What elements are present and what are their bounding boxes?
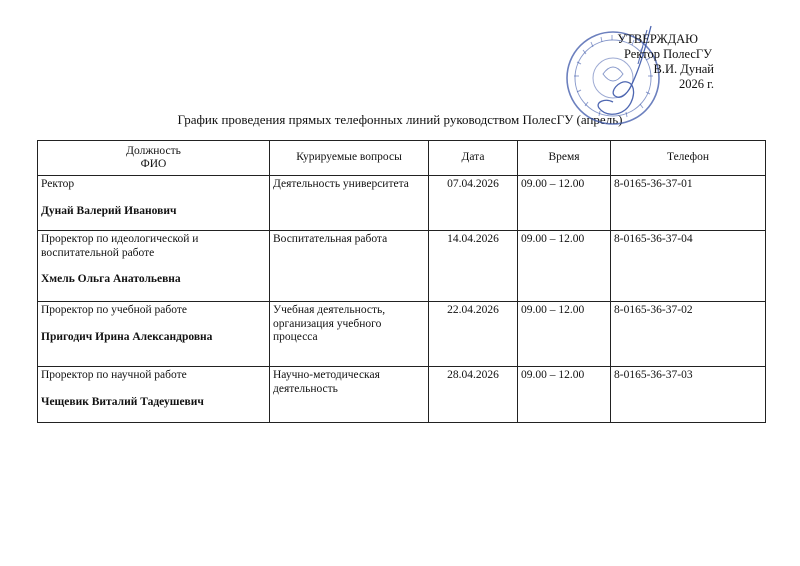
cell-issues: Воспитательная работа	[270, 231, 429, 302]
cell-date: 07.04.2026	[429, 176, 518, 231]
cell-time: 09.00 – 12.00	[518, 367, 611, 423]
cell-issues: Научно-методическая деятельность	[270, 367, 429, 423]
table-row	[38, 302, 766, 367]
header-phone: Телефон	[611, 141, 766, 176]
table-row	[38, 231, 766, 302]
schedule-table	[37, 140, 766, 423]
cell-time: 09.00 – 12.00	[518, 302, 611, 367]
cell-phone: 8-0165-36-37-01	[611, 176, 766, 231]
cell-phone: 8-0165-36-37-04	[611, 231, 766, 302]
person-name: Чещевик Виталий Тадеушевич	[41, 395, 204, 408]
cell-position	[38, 367, 270, 423]
cell-position	[38, 176, 270, 231]
header-position-label: Должность	[126, 144, 181, 157]
cell-date: 14.04.2026	[429, 231, 518, 302]
position-title: Проректор по учебной работе	[41, 304, 187, 316]
header-issues: Курируемые вопросы	[270, 141, 429, 176]
person-name: Хмель Ольга Анатольевна	[41, 273, 181, 285]
position-title: Ректор	[41, 178, 75, 190]
cell-time: 09.00 – 12.00	[518, 231, 611, 302]
header-fio-label: ФИО	[140, 158, 167, 170]
header-time: Время	[518, 141, 611, 176]
header-date: Дата	[429, 141, 518, 176]
approval-block	[617, 32, 712, 92]
page-title: График проведения прямых телефонных линий руководством ПолесГУ (апрель)	[177, 112, 623, 127]
person-name: Пригодич Ирина Александровна	[41, 330, 213, 343]
cell-date: 22.04.2026	[429, 302, 518, 367]
approval-position: Ректор ПолесГУ	[623, 47, 712, 61]
cell-phone: 8-0165-36-37-02	[611, 302, 766, 367]
position-title: Проректор по научной работе	[41, 369, 187, 381]
cell-issues: Учебная деятельность, организация учебного процесса	[270, 302, 429, 367]
approval-heading: УТВЕРЖДАЮ	[617, 32, 698, 46]
table-row	[38, 367, 766, 423]
cell-date: 28.04.2026	[429, 367, 518, 423]
position-title: Проректор по идеологической и воспитательной работе	[41, 233, 199, 259]
cell-time: 09.00 – 12.00	[518, 176, 611, 231]
approval-year: 2026 г.	[679, 77, 714, 91]
table-header-row	[38, 141, 766, 176]
cell-phone: 8-0165-36-37-03	[611, 367, 766, 423]
person-name: Дунай Валерий Иванович	[41, 204, 177, 217]
cell-issues: Деятельность университета	[270, 176, 429, 231]
cell-position	[38, 302, 270, 367]
table-row	[38, 176, 766, 231]
header-position	[38, 141, 270, 176]
cell-position	[38, 231, 270, 302]
approval-signatory: В.И. Дунай	[653, 62, 714, 76]
